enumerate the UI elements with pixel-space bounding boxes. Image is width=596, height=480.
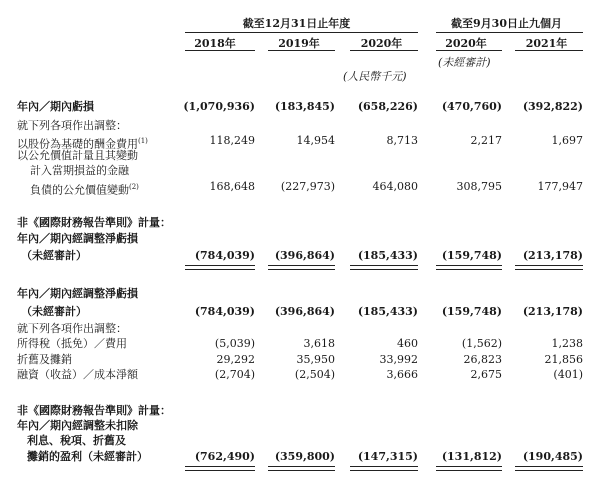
row-label-adj-net-loss-1: 年內／期內經調整淨虧損 [17,232,138,245]
cell-loss-2018: (1,070,936) [183,100,255,113]
cell-ebitda-2020: (147,315) [357,450,418,463]
year-rule [268,50,335,51]
cell-fin-2021-9m: (401) [553,368,583,381]
row-label-non-ifrs-1: 非《國際財務報告準則》計量： [17,216,171,229]
group-header-nine-months: 截至9月30日止九個月 [451,17,562,30]
cell-dep-2020-9m: 26,823 [463,353,502,366]
cell-loss-2020: (658,226) [357,100,418,113]
cell-sbc-2021-9m: 1,697 [551,134,583,147]
year-header-2021-9m: 2021年 [525,37,568,50]
cell-anl2-2018: (784,039) [194,305,255,318]
cell-loss-2020-9m: (470,760) [441,100,502,113]
double-underline [436,466,502,471]
year-rule [185,50,255,51]
row-label-depreciation: 折舊及攤銷 [17,353,72,366]
cell-anl1-2019: (396,864) [274,249,335,262]
row-label-share-based-comp: 以股份為基礎的酬金費用$^{(1)}$ [17,137,148,151]
cell-ebitda-2020-9m: (131,812) [441,450,502,463]
cell-fin-2020: 3,666 [386,368,418,381]
cell-anl2-2020: (185,433) [357,305,418,318]
row-label-unaudited-2: （未經審計） [21,305,87,318]
double-underline [268,265,335,270]
row-label-adjustments: 就下列各項作出調整： [17,119,127,132]
row-label-income-tax: 所得稅（抵免）／費用 [17,337,127,350]
year-rule [350,50,418,51]
year-header-2019: 2019年 [278,37,320,50]
cell-anl2-2021-9m: (213,178) [522,305,583,318]
double-underline [185,466,255,471]
double-underline [350,265,418,270]
year-rule [436,50,502,51]
cell-anl1-2020-9m: (159,748) [441,249,502,262]
year-header-2020-9m: 2020年 [445,37,487,50]
group-header-rule [185,32,418,33]
currency-note: (人民幣千元) [343,70,407,83]
cell-sbc-2020-9m: 2,217 [470,134,502,147]
cell-dep-2020: 33,992 [379,353,418,366]
double-underline [436,265,502,270]
double-underline [268,466,335,471]
row-label-fair-value-2: 計入當期損益的金融 [30,164,129,177]
cell-fin-2019: (2,504) [294,368,335,381]
cell-loss-2021-9m: (392,822) [522,100,583,113]
cell-tax-2018: (5,039) [214,337,255,350]
row-label-adj-ebitda-1: 年內／期內經調整未扣除 [17,419,138,432]
cell-fv-2018: 168,648 [209,180,255,193]
cell-sbc-2019: 14,954 [296,134,335,147]
double-underline [350,466,418,471]
double-underline [515,265,583,270]
cell-sbc-2018: 118,249 [209,134,255,147]
cell-dep-2018: 29,292 [216,353,255,366]
row-label-fair-value-1: 以公允價值計量且其變動 [17,149,138,162]
double-underline [185,265,255,270]
row-label-adjustments-2: 就下列各項作出調整： [17,322,127,335]
cell-anl1-2021-9m: (213,178) [522,249,583,262]
cell-loss-2019: (183,845) [274,100,335,113]
cell-ebitda-2019: (359,800) [274,450,335,463]
cell-fin-2018: (2,704) [214,368,255,381]
group-header-rule [436,32,583,33]
cell-fv-2020: 464,080 [372,180,418,193]
cell-dep-2019: 35,950 [296,353,335,366]
row-label-non-ifrs-2: 非《國際財務報告準則》計量： [17,404,171,417]
cell-fv-2020-9m: 308,795 [456,180,502,193]
cell-tax-2020-9m: (1,562) [461,337,502,350]
cell-sbc-2020: 8,713 [386,134,418,147]
cell-ebitda-2021-9m: (190,485) [522,450,583,463]
year-rule [515,50,583,51]
cell-tax-2021-9m: 1,238 [551,337,583,350]
cell-anl1-2020: (185,433) [357,249,418,262]
double-underline [515,466,583,471]
cell-tax-2020: 460 [397,337,418,350]
cell-anl1-2018: (784,039) [194,249,255,262]
row-label-unaudited-1: （未經審計） [21,249,87,262]
cell-fv-2019: (227,973) [280,180,335,193]
cell-anl2-2020-9m: (159,748) [441,305,502,318]
row-label-finance-net: 融資（收益）／成本淨額 [17,368,138,381]
row-label-adj-ebitda-3: 攤銷的盈利（未經審計） [27,450,148,463]
cell-dep-2021-9m: 21,856 [544,353,583,366]
group-header-full-year: 截至12月31日止年度 [242,17,351,30]
cell-anl2-2019: (396,864) [274,305,335,318]
row-label-fair-value-3: 負債的公允價值變動$^{(2)}$ [30,183,139,197]
unaudited-note: (未經審計) [438,56,491,69]
cell-fin-2020-9m: 2,675 [470,368,502,381]
year-header-2018: 2018年 [194,37,236,50]
cell-ebitda-2018: (762,490) [194,450,255,463]
cell-fv-2021-9m: 177,947 [537,180,583,193]
row-label-adj-net-loss-2: 年內／期內經調整淨虧損 [17,287,138,300]
cell-tax-2019: 3,618 [303,337,335,350]
year-header-2020: 2020年 [360,37,403,50]
row-label-loss: 年內／期內虧損 [17,100,94,113]
row-label-adj-ebitda-2: 利息、稅項、折舊及 [27,434,126,447]
